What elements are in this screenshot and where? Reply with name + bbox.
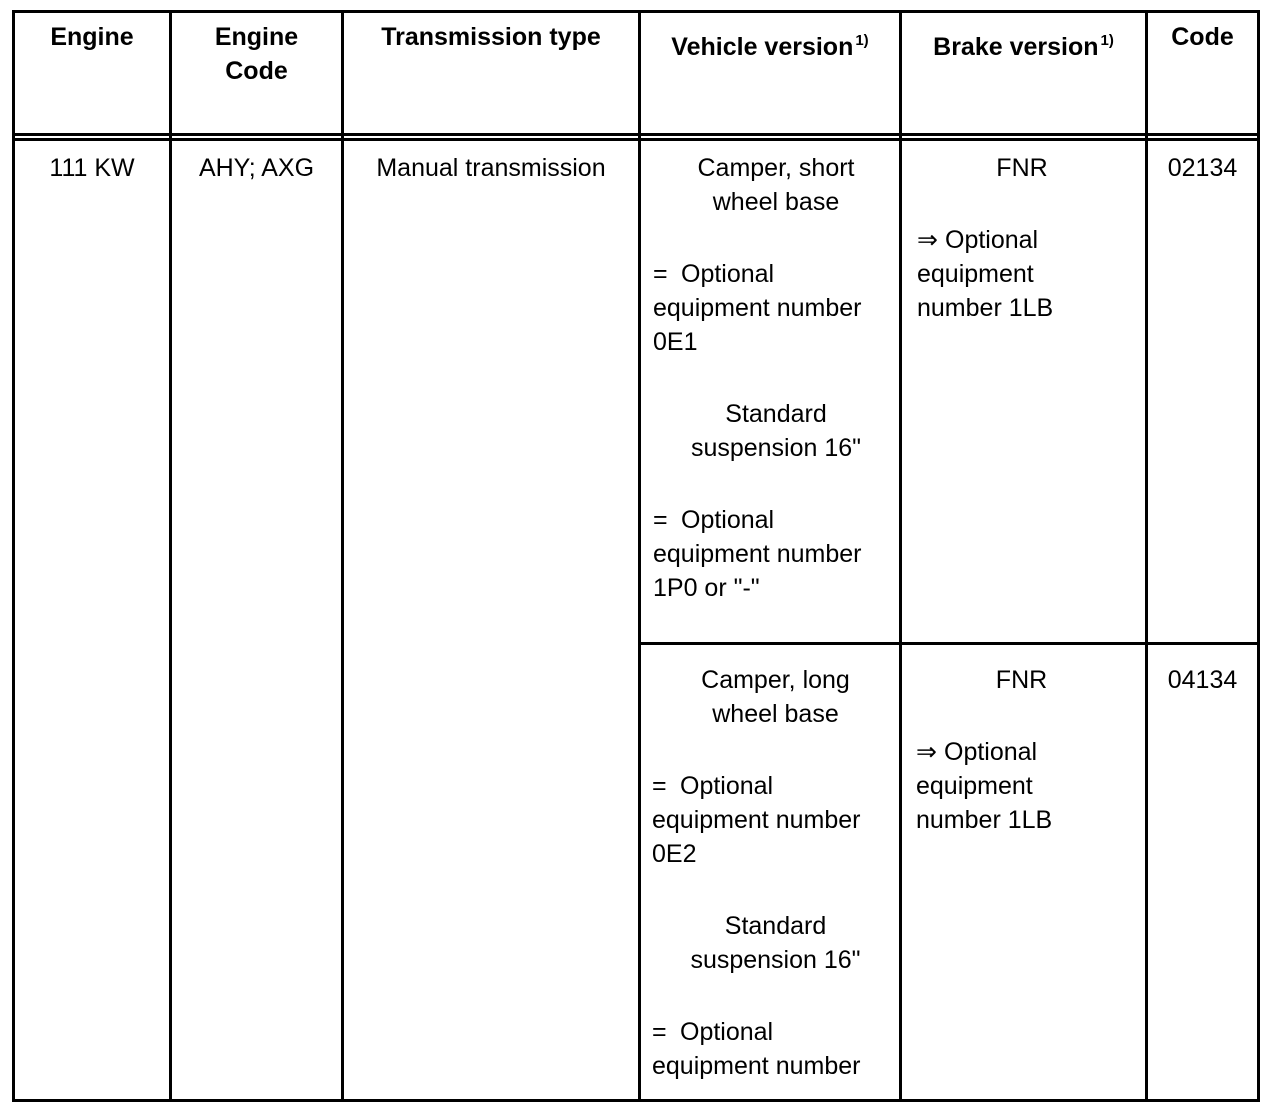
header-brake-version: Brake version $^{1)}$: [933, 32, 1114, 61]
transmission-type: Manual transmission: [376, 154, 606, 182]
header-engine-code: Engine Code: [214, 23, 299, 85]
column-divider: [638, 10, 641, 1102]
parts-table: [12, 10, 1260, 1102]
table-border-top: [12, 10, 1260, 13]
vehicle-version-cell: Camper, long wheel base = Optional equipment number 0E2 Standard suspension 16" = Optional equipment number: [652, 666, 861, 1080]
code-cell: 02134: [1167, 154, 1238, 182]
table-border-bottom: [12, 1099, 1260, 1102]
equals-icon: =: [653, 260, 668, 288]
vehicle-version-cell: Camper, short wheel base = Optional equipment number 0E1 Standard suspension 16" = Optional equipment number 1P0 or "-": [653, 154, 862, 602]
brake-version-cell: FNR ⇒ Optional equipment number 1LB: [916, 666, 1053, 834]
arrow-right-icon: ⇒: [917, 226, 938, 254]
header-divider-2: [12, 138, 1260, 141]
footnote-marker: 1): [1100, 32, 1114, 49]
footnote-marker: 1): [855, 32, 869, 49]
header-transmission-type: Transmission type: [381, 23, 601, 51]
header-engine: Engine: [50, 23, 134, 51]
brake-version-cell: FNR ⇒ Optional equipment number 1LB: [917, 154, 1054, 322]
engine-code: AHY; AXG: [198, 154, 315, 182]
header-code: Code: [1171, 23, 1234, 51]
variant-divider: [640, 642, 1260, 645]
equals-icon: =: [652, 1018, 667, 1046]
arrow-right-icon: ⇒: [916, 738, 937, 766]
code-cell: 04134: [1167, 666, 1238, 694]
engine-power: 111 KW: [49, 154, 135, 182]
equals-icon: =: [652, 772, 667, 800]
equals-icon: =: [653, 506, 668, 534]
table-border-right: [1257, 10, 1260, 1102]
header-divider: [12, 133, 1260, 136]
header-vehicle-version: Vehicle version $^{1)}$: [671, 32, 869, 61]
